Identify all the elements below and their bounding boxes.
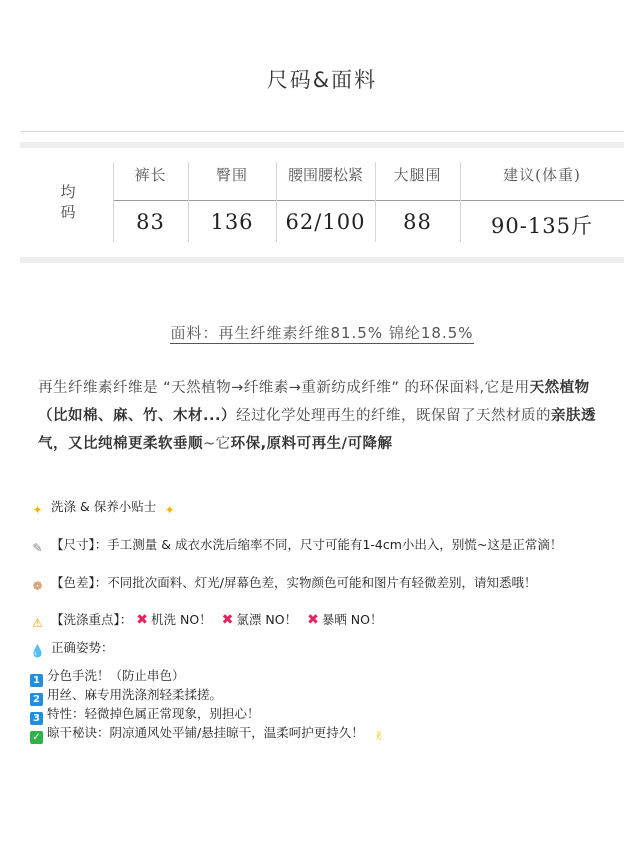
water-drops-icon: 💧 — [30, 644, 45, 658]
check-mark-icon: ✓ — [30, 731, 43, 744]
palette-icon: ❁ — [32, 579, 43, 593]
page-title: 尺码&面料 — [266, 68, 378, 92]
row-label: 均码 — [60, 183, 76, 221]
correct-heading-text: 正确姿势： — [51, 640, 114, 655]
column-value: 83 — [136, 210, 165, 234]
column-header: 裤长 — [134, 166, 167, 184]
column-hip — [188, 152, 276, 252]
color-note-label: 【色差】： — [51, 575, 108, 590]
wash-item: 暴晒 NO！ — [321, 612, 383, 627]
cross-icon: ✖ — [307, 612, 319, 628]
color-note — [30, 573, 630, 594]
desc-text: ~它 — [203, 436, 231, 452]
column-value: 62/100 — [285, 210, 366, 234]
column-header: 臀围 — [215, 166, 248, 184]
wash-note-label: 【洗涤重点】： — [51, 612, 133, 627]
warning-icon: ⚠ — [32, 616, 43, 630]
step-text: 用丝、麻专用洗涤剂轻柔揉搓。 — [47, 687, 223, 702]
step-1 — [30, 666, 630, 687]
step-text: 分色手洗！（防止串色） — [47, 668, 185, 683]
tips-heading-text: 洗涤 & 保养小贴士 — [51, 499, 157, 514]
size-note-text: 手工测量 & 成衣水洗后缩率不同，尺寸可能有1-4cm小出入，别慌~这是正常滴！ — [107, 537, 563, 552]
column-value: 136 — [210, 210, 254, 234]
column-waist — [276, 152, 375, 252]
desc-text: 经过化学处理再生的纤维，既保留了天然材质的 — [236, 408, 552, 424]
desc-bold: 环保,原料可再生/可降解 — [230, 436, 393, 452]
step-3 — [30, 704, 630, 725]
fabric-composition — [0, 322, 644, 343]
size-note-label: 【尺寸】： — [51, 537, 108, 552]
dry-tip — [30, 723, 630, 744]
sparkles-icon: ✦ — [164, 503, 175, 517]
table-bottom-bar — [20, 257, 624, 263]
column-value: 88 — [403, 210, 432, 234]
wash-note — [30, 610, 630, 631]
fabric-description — [38, 374, 618, 458]
fabric-text: 面料：再生纤维素纤维81.5% 锦纶18.5% — [170, 324, 474, 342]
column-header: 大腿围 — [393, 166, 442, 184]
column-weight — [460, 152, 624, 252]
step-2 — [30, 685, 630, 706]
color-note-text: 不同批次面料、灯光/屏幕色差，实物颜色可能和图片有轻微差别，请知悉哦！ — [107, 575, 537, 590]
desc-bold: 亲肤透气，又比纯棉更柔软垂顺 — [38, 408, 597, 452]
number-1-icon: 1 — [30, 674, 43, 687]
wash-item: 氯漂 NO！ — [236, 612, 298, 627]
ruler-icon: ✎ — [32, 541, 43, 555]
table-top-bar — [20, 142, 624, 148]
size-note — [30, 535, 630, 556]
column-header: 建议(体重) — [503, 166, 581, 184]
sparkles-icon: ✦ — [32, 503, 43, 517]
column-thigh — [375, 152, 460, 252]
number-2-icon: 2 — [30, 693, 43, 706]
wash-item: 机洗 NO！ — [151, 612, 212, 627]
tips-heading — [30, 497, 630, 518]
column-pants-length — [113, 152, 188, 252]
desc-text: 再生纤维素纤维是 “天然植物→纤维素→重新纺成纤维” 的环保面料,它是用 — [38, 380, 530, 396]
divider — [20, 131, 624, 132]
correct-heading — [30, 638, 630, 659]
column-value: 90-135斤 — [491, 214, 593, 238]
step-text: 特性：轻微掉色属正常现象，别担心！ — [47, 706, 260, 721]
cross-icon: ✖ — [136, 612, 148, 628]
column-header: 腰围腰松紧 — [287, 166, 363, 184]
dry-tip-text: 晾干秘诀：阴凉通风处平铺/悬挂晾干，温柔呵护更持久！ — [47, 725, 364, 740]
size-table — [20, 152, 624, 252]
number-3-icon: 3 — [30, 712, 43, 725]
desc-bold: 天然植物（比如棉、麻、竹、木材...） — [38, 380, 590, 424]
ok-hand-icon: ✌ — [374, 729, 385, 743]
cross-icon: ✖ — [221, 612, 234, 628]
